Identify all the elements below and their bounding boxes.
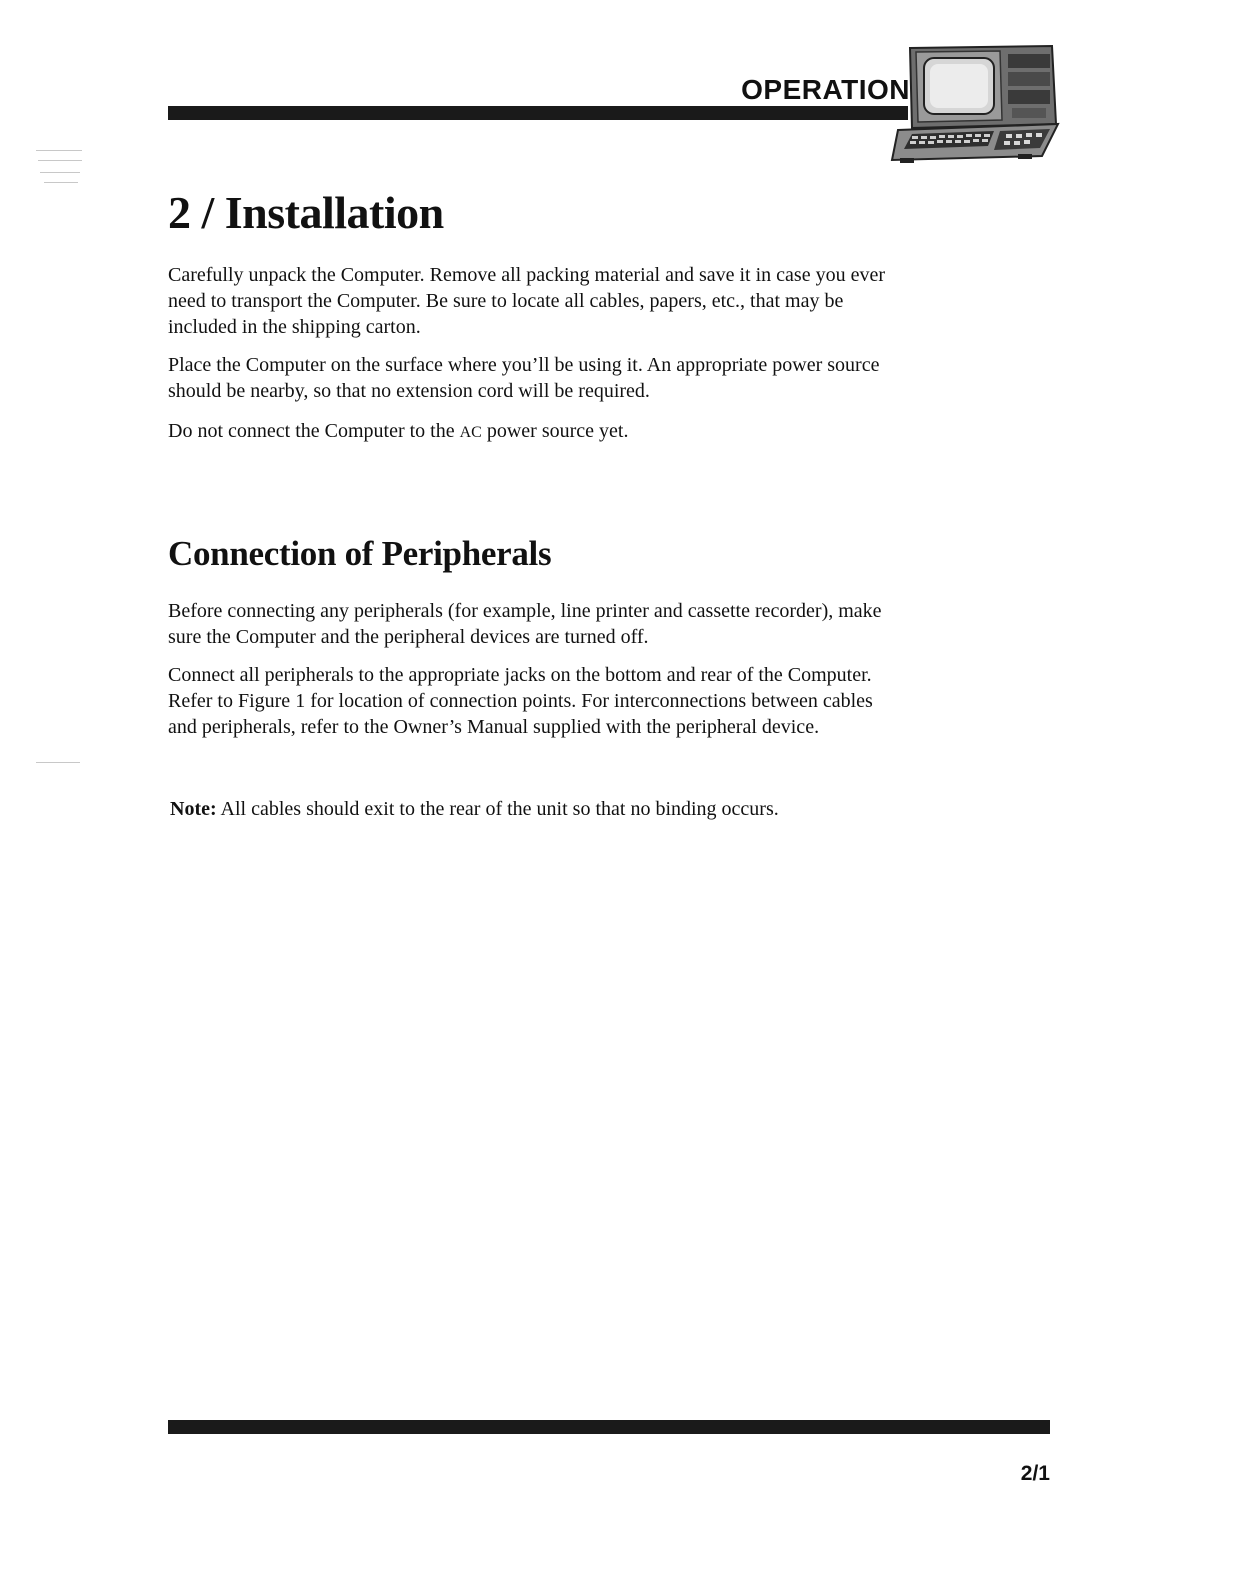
header-rule bbox=[168, 106, 908, 120]
ac-abbreviation: AC bbox=[459, 424, 482, 441]
scan-mark bbox=[40, 172, 80, 173]
note-label: Note: bbox=[170, 798, 217, 820]
scan-mark bbox=[36, 150, 82, 151]
scan-mark bbox=[36, 762, 80, 763]
section-header-label: OPERATION bbox=[741, 74, 910, 105]
chapter-title: 2 / Installation bbox=[168, 187, 444, 238]
intro-paragraph-1: Carefully unpack the Computer. Remove all packing material and save it in case you ever need to transport the Computer. Be sure to locate all cables, papers, etc., that may be included in the shipping carton. bbox=[168, 264, 885, 338]
scan-mark bbox=[44, 182, 78, 183]
peripherals-paragraph-1: Before connecting any peripherals (for example, line printer and cassette recorder), make sure the Computer and the peripheral devices are turned off. bbox=[168, 600, 882, 648]
section-title: Connection of Peripherals bbox=[168, 534, 552, 573]
intro-paragraph-3 bbox=[168, 418, 888, 446]
note-text: All cables should exit to the rear of the unit so that no binding occurs. bbox=[216, 798, 779, 820]
peripherals-paragraph-2: Connect all peripherals to the appropriate jacks on the bottom and rear of the Computer. Refer to Figure 1 for location of connection points. For interconnections between cables and peripherals, refer to the Owner’s Manual supplied with the peripheral device. bbox=[168, 664, 873, 738]
computer-icon bbox=[890, 42, 1070, 166]
note-paragraph bbox=[170, 796, 890, 822]
footer-rule bbox=[168, 1420, 1050, 1434]
intro-p3-text-after: power source yet. bbox=[481, 420, 629, 442]
intro-paragraph-2: Place the Computer on the surface where you’ll be using it. An appropriate power source should be nearby, so that no extension cord will be required. bbox=[168, 354, 880, 402]
intro-p3-text-before: Do not connect the Computer to the bbox=[168, 420, 460, 442]
page-number: 2/1 bbox=[1020, 1462, 1050, 1485]
scan-mark bbox=[38, 160, 82, 161]
